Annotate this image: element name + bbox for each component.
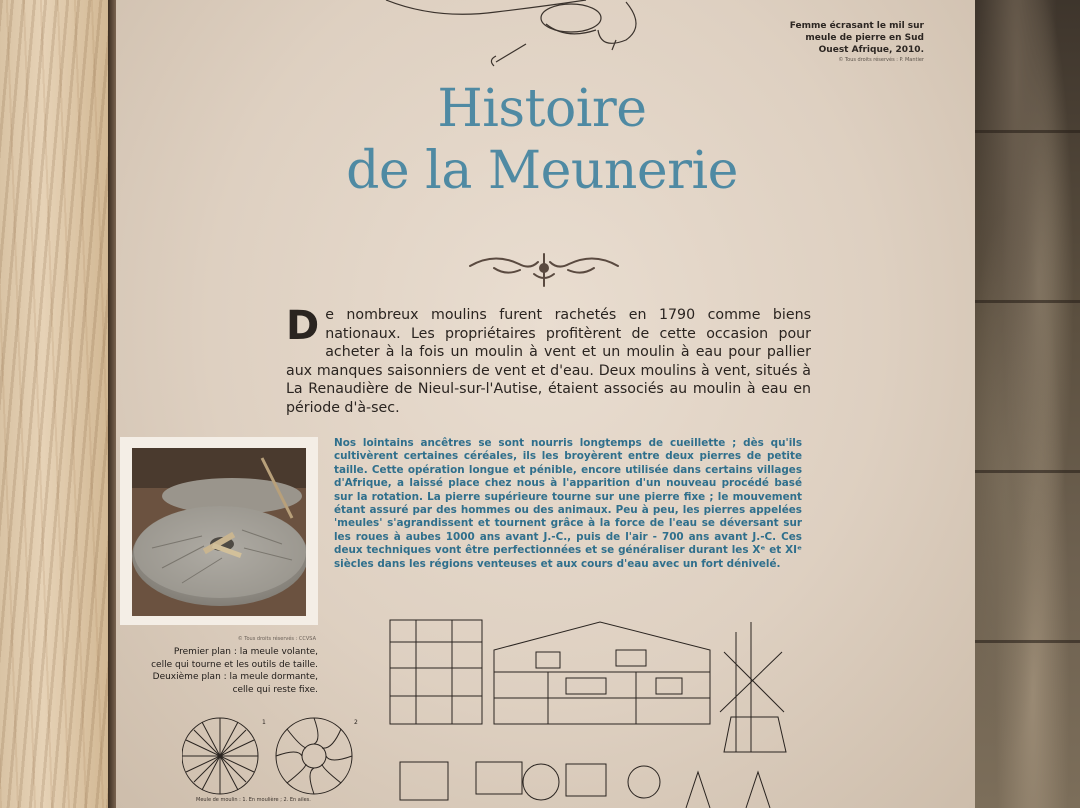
photo-caption xyxy=(140,646,318,696)
sketch-credit xyxy=(776,20,924,64)
caption-line-2: celle qui tourne et les outils de taille. xyxy=(151,659,318,670)
caption-line-3: Deuxième plan : la meule dormante, xyxy=(152,672,318,682)
title-line-1: Histoire xyxy=(437,79,647,139)
history-paragraph: Nos lointains ancêtres se sont nourris longtemps de cueillette ; dès qu'ils cultivèrent certaines céréales, ils les broyèrent entre deux pierres de petite taille. Cette opération longue et pénible, encore utilisée dans certains villages d'Afrique, a laissé place chez nous à l'apparition d'un nouveau procédé basé sur la rotation. La pierre supérieure tourne sur une pierre fixe ; le mouvement étant assuré par des hommes ou des animaux. Peu à peu, les pierres appelées 'meules' s'agrandissent et tournent grâce à la force de l'eau se déversant sur les roues à aubes 1000 ans avant J.-C., puis de l'air - 700 ans avant J.-C. Ces deux techniques vont être perfectionnées et se généraliser durant les Xᵉ et XIᵉ siècles dans les régions venteuses et aux cours d'eau avec un fort dénivelé. xyxy=(334,437,802,570)
wheel-number-1: 1 xyxy=(262,719,266,726)
millstone-photo-frame xyxy=(120,437,318,625)
photo-credit: © Tous droits réservés : CCVSA xyxy=(237,636,316,642)
millstone-photo xyxy=(132,448,306,616)
poster-title xyxy=(312,78,772,202)
decorative-ornament xyxy=(464,248,624,292)
sketch-caption: Femme écrasant le mil sur meule de pierre en Sud Ouest Afrique, 2010. xyxy=(789,21,924,55)
title-line-2: de la Meunerie xyxy=(346,141,738,201)
wooden-frame xyxy=(0,0,108,808)
millstone-patterns xyxy=(182,710,362,808)
intro-text: e nombreux moulins furent rachetés en 1790 comme biens nationaux. Les propriétaires profitèrent de cette occasion pour acheter à la fois un moulin à vent et un moulin à eau pour pallier aux manques saisonniers de vent et d'eau. Deux moulins à vent, situés à La Renaudière de Nieul-sur-l'Autise, étaient associés au moulin à eau en période d'à-sec. xyxy=(286,307,811,416)
grinding-woman-sketch xyxy=(376,0,776,70)
wheel-number-2: 2 xyxy=(354,719,358,726)
intro-paragraph xyxy=(286,303,811,418)
caption-line-1: Premier plan : la meule volante, xyxy=(173,647,318,657)
sketch-rights: © Tous droits réservés : P. Mantier xyxy=(838,57,924,63)
wooden-frame-edge xyxy=(108,0,116,808)
millstone-patterns-caption: Meule de moulin : 1. En moulière ; 2. En ailes. xyxy=(196,797,311,803)
caption-line-4: celle qui reste fixe. xyxy=(232,684,318,695)
information-poster xyxy=(116,0,975,808)
stone-wall xyxy=(975,0,1080,808)
mill-engravings xyxy=(386,612,806,808)
drop-cap: D xyxy=(286,303,320,349)
